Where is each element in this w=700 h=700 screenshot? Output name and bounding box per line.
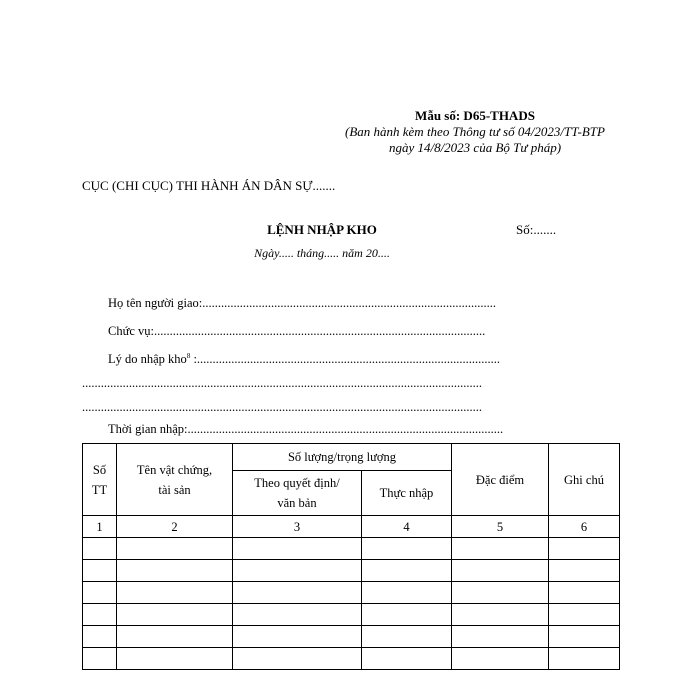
column-number: 5 [452,516,549,538]
table-cell [233,604,362,626]
table-cell [83,648,117,670]
goods-table [82,443,620,670]
table-cell [452,582,549,604]
table-cell [452,538,549,560]
document-number: Số:....... [516,222,557,237]
column-number: 2 [117,516,233,538]
column-number: 3 [233,516,362,538]
table-cell [117,538,233,560]
table-cell [362,604,452,626]
table-cell [362,626,452,648]
table-cell [83,560,117,582]
issued-by-line-2: ngày 14/8/2023 của Bộ Tư pháp) [388,140,562,155]
table-cell [117,626,233,648]
reason-continuation-line-2: ................................................................................................................................ [82,400,482,414]
header-by-decision: Theo quyết định/ văn bản [233,471,362,516]
table-cell [117,582,233,604]
position-field: Chức vụ:.......................................................................................................... [108,324,486,338]
header-notes: Ghi chú [549,444,620,516]
table-cell [549,648,620,670]
table-cell [362,560,452,582]
table-cell [549,538,620,560]
table-row [83,626,620,648]
table-cell [83,626,117,648]
reason-dots: :................................................................................................. [190,352,501,367]
form-code: Mẫu số: D65-THADS [415,108,535,123]
deliverer-field: Họ tên người giao:.............................................................................................. [108,296,497,310]
table-cell [549,582,620,604]
table-row [83,648,620,670]
reason-label: Lý do nhập kho [108,352,187,367]
table-row [83,582,620,604]
date-line: Ngày..... tháng..... năm 20.... [254,246,390,260]
table-cell [452,604,549,626]
table-cell [117,604,233,626]
table-cell [233,560,362,582]
reason-footnote: 8 [186,352,191,360]
table-cell [362,538,452,560]
column-number: 6 [549,516,620,538]
table-cell [117,560,233,582]
reason-continuation-line-1: ................................................................................................................................ [82,376,482,390]
table-cell [83,582,117,604]
header-quantity: Số lượng/trọng lượng [233,444,452,471]
reason-field [108,352,500,367]
header-actual: Thực nhập [362,471,452,516]
table-cell [233,648,362,670]
table-cell [117,648,233,670]
column-number-row [83,516,620,538]
agency-name: CỤC (CHI CỤC) THI HÀNH ÁN DÂN SỰ....... [82,178,336,193]
table-cell [549,626,620,648]
table-cell [83,604,117,626]
table-cell [452,626,549,648]
table-cell [549,604,620,626]
table-row [83,604,620,626]
table-cell [549,560,620,582]
column-number: 4 [362,516,452,538]
table-cell [362,582,452,604]
column-number: 1 [83,516,117,538]
time-field: Thời gian nhập:..................................................................................................... [108,422,504,436]
table-cell [233,538,362,560]
document-title: LỆNH NHẬP KHO [267,222,377,237]
table-cell [452,648,549,670]
header-no: Số TT [83,444,117,516]
table-cell [233,582,362,604]
table-row [83,538,620,560]
header-features: Đặc điểm [452,444,549,516]
table-cell [362,648,452,670]
header-item: Tên vật chứng, tài sản [117,444,233,516]
table-cell [233,626,362,648]
issued-by-line-1: (Ban hành kèm theo Thông tư số 04/2023/TT-BTP [345,124,605,139]
table-row [83,560,620,582]
table-cell [83,538,117,560]
table-cell [452,560,549,582]
